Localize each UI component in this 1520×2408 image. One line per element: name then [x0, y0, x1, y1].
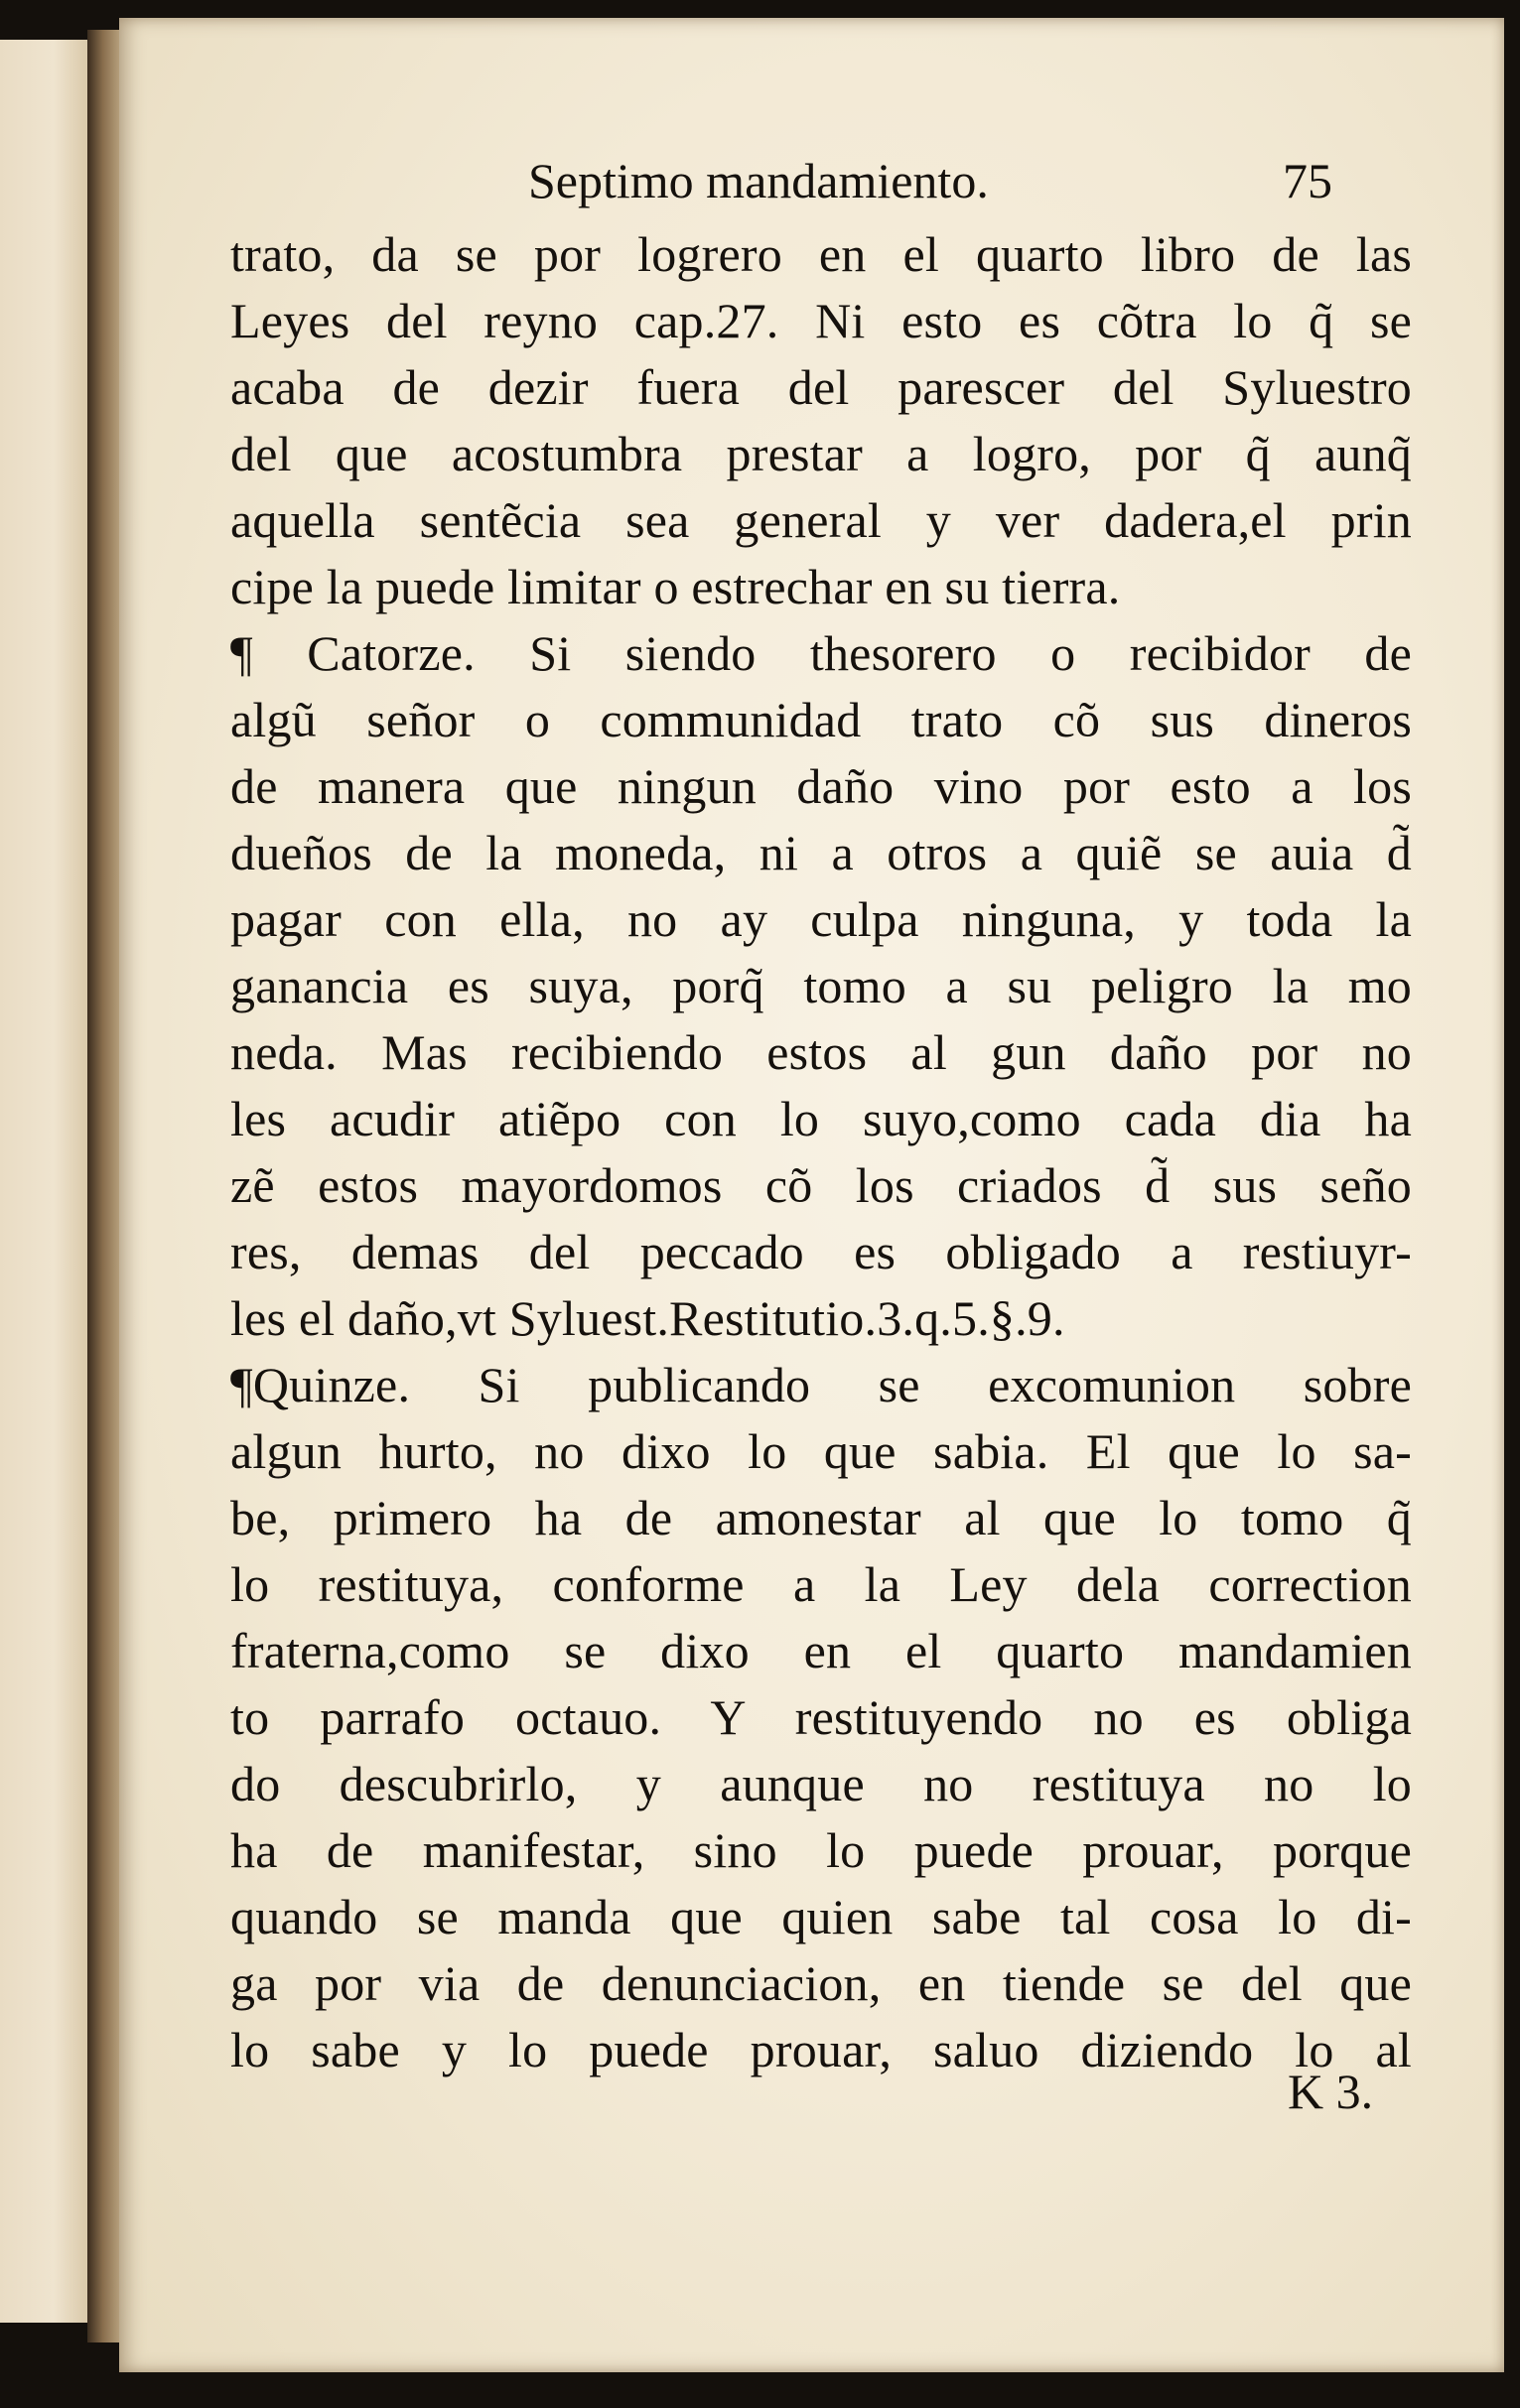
- text-line: pagar con ella, no ay culpa ninguna, y toda la: [230, 891, 1412, 947]
- text-line: do descubrirlo, y aunque no restituya no lo: [230, 1756, 1412, 1811]
- text-line: de manera que ningun daño vino por esto a los: [230, 758, 1412, 814]
- text-line: del que acostumbra prestar a logro, por q̃ aunq̃: [230, 426, 1412, 481]
- text-line: ¶Quinze. Si publicando se excomunion sobre: [230, 1357, 1412, 1412]
- text-line: acaba de dezir fuera del parescer del Syluestro: [230, 359, 1412, 415]
- text-line: zẽ estos mayordomos cõ los criados d̃ sus seño: [230, 1157, 1412, 1213]
- text-line: ganancia es suya, porq̃ tomo a su peligro la mo: [230, 958, 1412, 1013]
- text-line: lo restituya, conforme a la Ley dela correction: [230, 1556, 1412, 1612]
- text-line: Leyes del reyno cap.27. Ni esto es cõtra lo q̃ se: [230, 293, 1412, 348]
- running-head: [230, 152, 1412, 221]
- text-line: ha de manifestar, sino lo puede prouar, porque: [230, 1822, 1412, 1878]
- text-line: lo sabe y lo puede prouar, saluo diziendo lo al: [230, 2022, 1412, 2077]
- text-line: les acudir atiẽpo con lo suyo,como cada dia ha: [230, 1091, 1412, 1146]
- text-line: algun hurto, no dixo lo que sabia. El que lo sa-: [230, 1423, 1412, 1479]
- adjacent-page-edge: [0, 40, 91, 2323]
- text-line: les el daño,vt Syluest.Restitutio.3.q.5.§.9.: [230, 1290, 1065, 1346]
- text-line: cipe la puede limitar o estrechar en su tierra.: [230, 559, 1121, 614]
- text-line: fraterna,como se dixo en el quarto mandamien: [230, 1623, 1412, 1678]
- text-line: dueños de la moneda, ni a otros a quiẽ se auia d̃: [230, 825, 1412, 880]
- text-line: quando se manda que quien sabe tal cosa lo di-: [230, 1889, 1412, 1944]
- text-line: be, primero ha de amonestar al que lo tomo q̃: [230, 1490, 1412, 1545]
- page-number: 75: [1283, 153, 1332, 208]
- body-text: [230, 221, 1412, 2083]
- signature-mark: K 3.: [1288, 2064, 1374, 2119]
- text-line: to parrafo octauo. Y restituyendo no es obliga: [230, 1689, 1412, 1745]
- text-line: res, demas del peccado es obligado a restiuyr-: [230, 1224, 1412, 1279]
- text-line: ¶ Catorze. Si siendo thesorero o recibidor de: [230, 625, 1412, 681]
- text-line: algũ señor o communidad trato cõ sus dineros: [230, 692, 1412, 747]
- text-line: ga por via de denunciacion, en tiende se del que: [230, 1955, 1412, 2011]
- text-block: [230, 152, 1412, 2119]
- book-page: [119, 18, 1504, 2372]
- text-line: aquella sentẽcia sea general y ver dadera,el prin: [230, 492, 1412, 548]
- text-line: trato, da se por logrero en el quarto libro de las: [230, 226, 1412, 282]
- text-line: neda. Mas recibiendo estos al gun daño por no: [230, 1024, 1412, 1080]
- running-title: Septimo mandamiento.: [528, 153, 989, 208]
